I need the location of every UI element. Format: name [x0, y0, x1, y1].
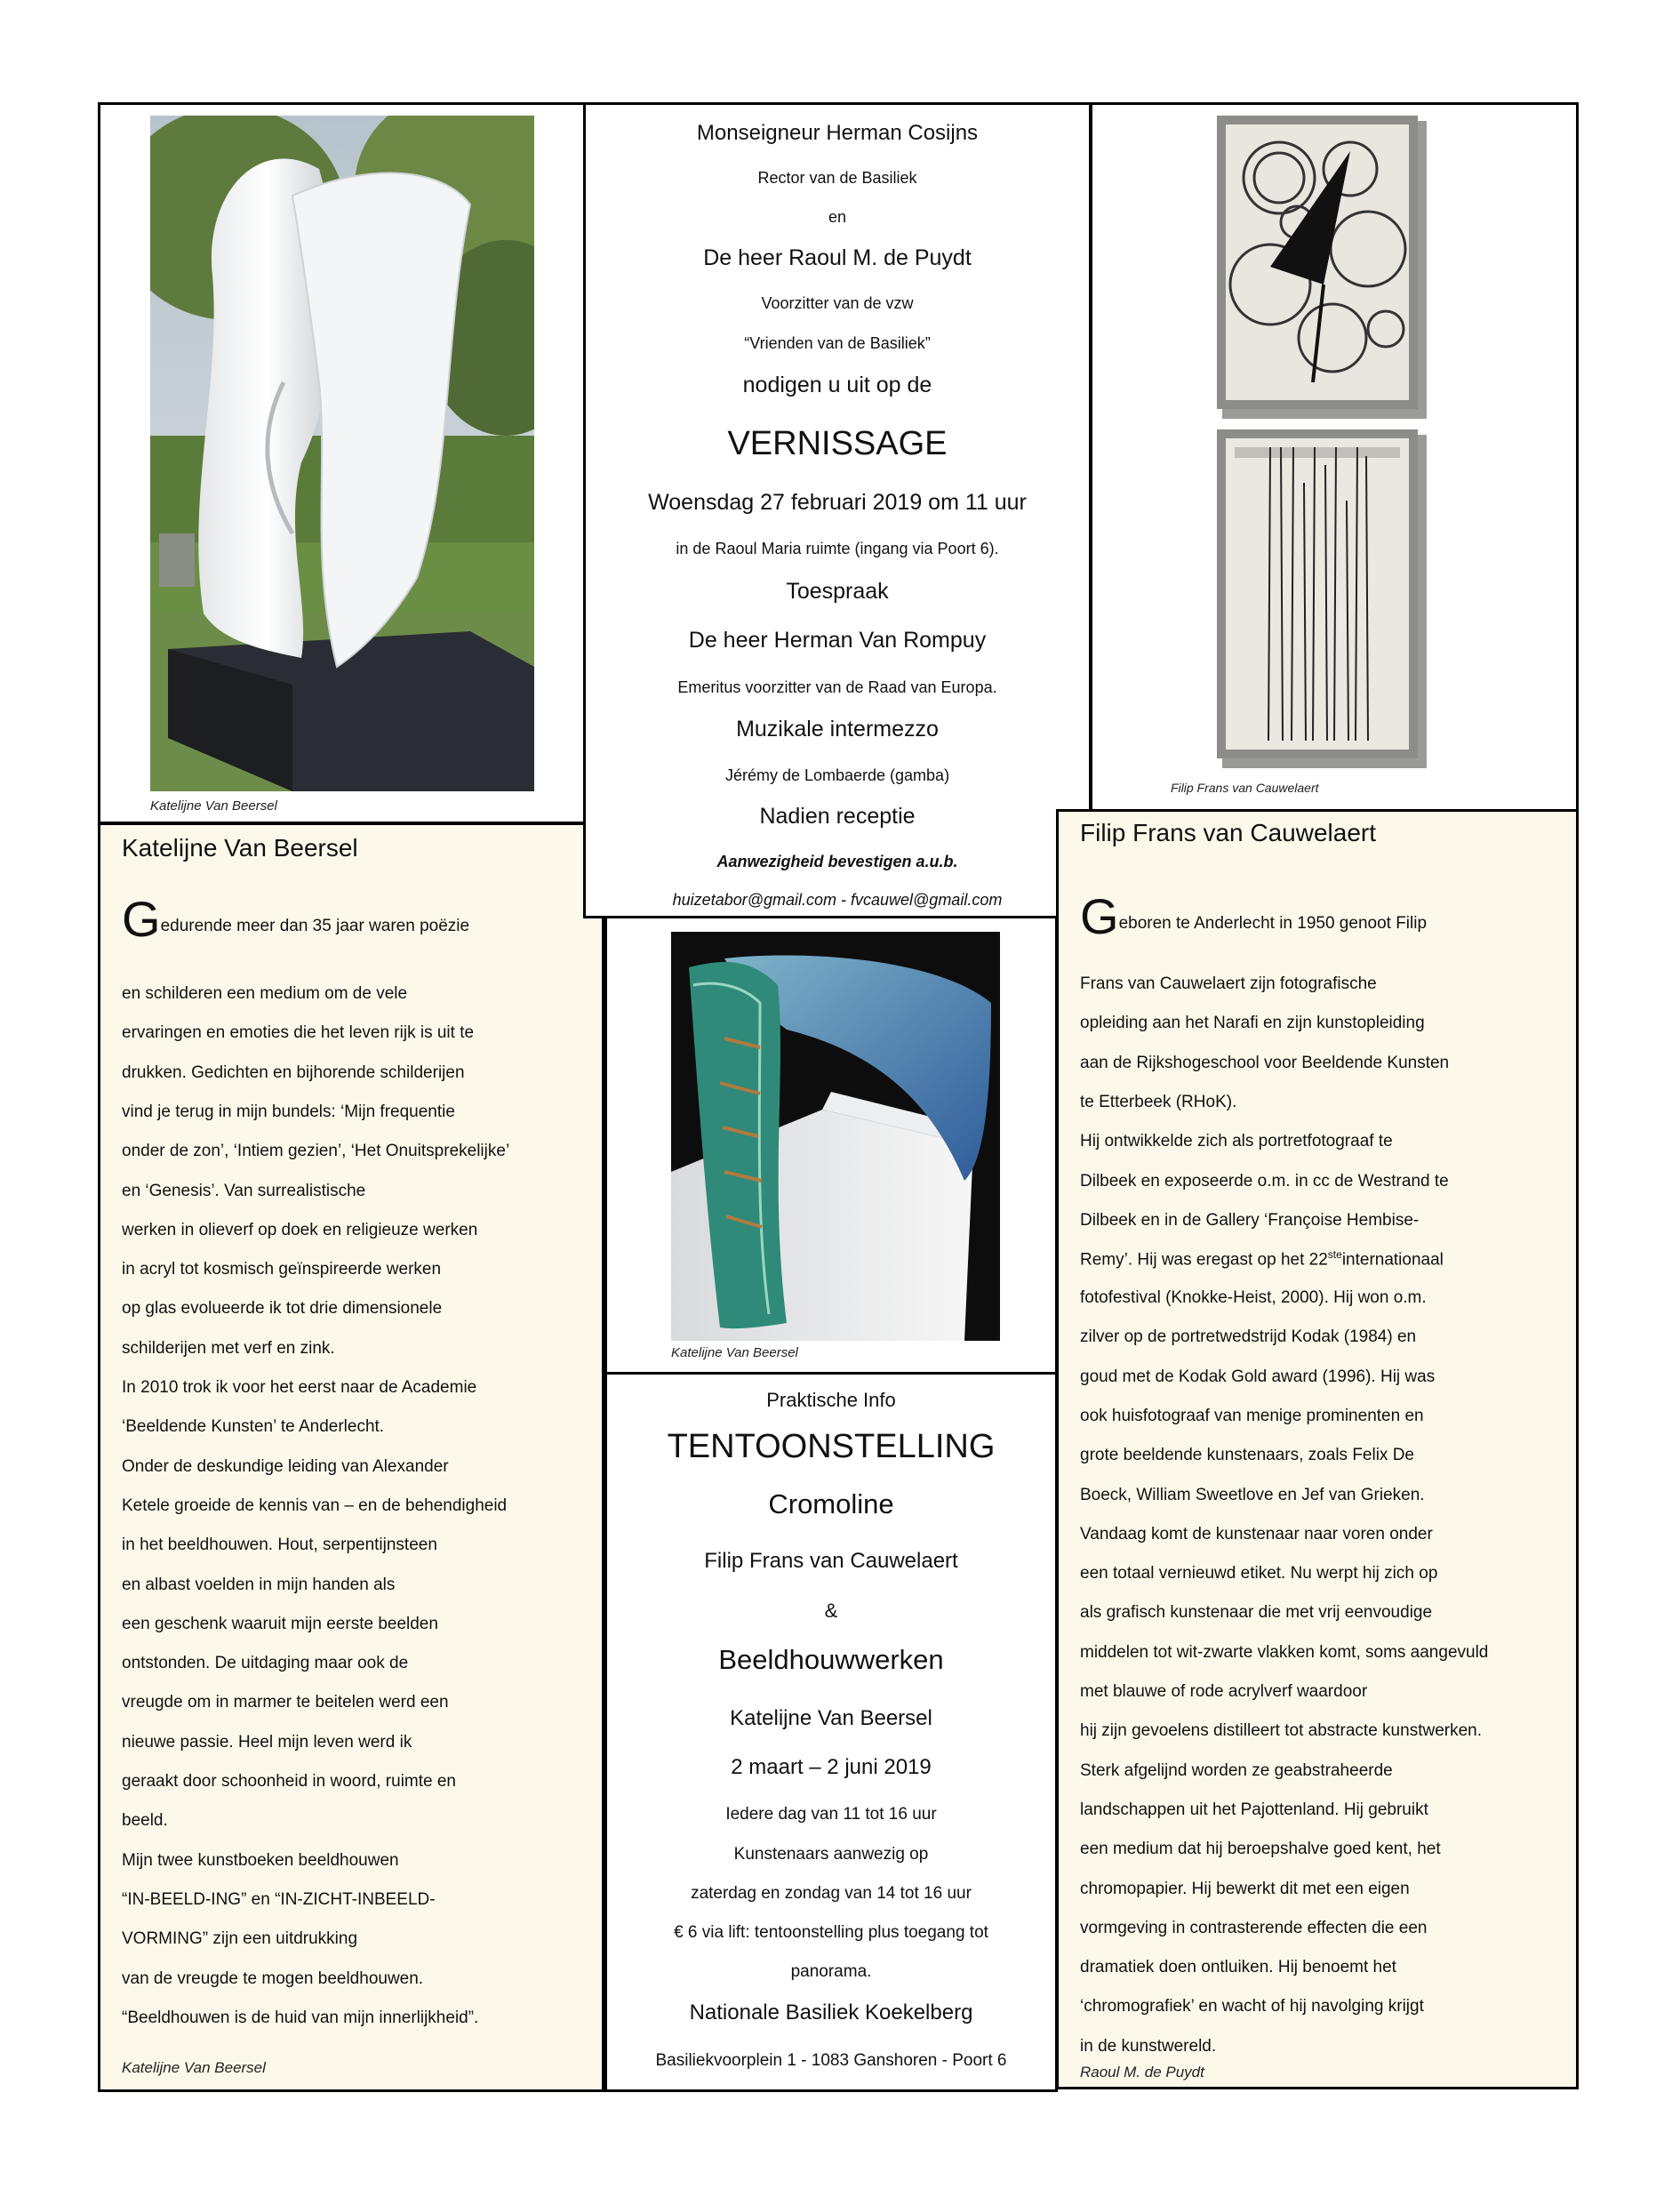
sup-line-before: Remy’. Hij was eregast op het 22 [1080, 1250, 1328, 1270]
bio-line: opleiding aan het Narafi en zijn kunstopleiding [1080, 1014, 1425, 1033]
bio-line: ervaringen en emoties die het leven rijk is uit te [122, 1023, 475, 1043]
event-location: in de Raoul Maria ruimte (ingang via Poort 6). [676, 540, 999, 557]
artist1-name: Filip Frans van Cauwelaert [704, 1549, 958, 1573]
bio-line: ontstonden. De uitdaging maar ook de [122, 1654, 409, 1673]
bio-line: aan de Rijkshogeschool voor Beeldende Kunsten [1080, 1053, 1450, 1072]
bio-first-line-rest-left: edurende meer dan 35 jaar waren poëzie [160, 917, 470, 935]
bio-line: een medium dat hij beroepshalve goed kent, het [1080, 1840, 1441, 1859]
bio-line: in het beeldhouwen. Hout, serpentijnsteen [122, 1535, 437, 1555]
venue-address: Basiliekvoorplein 1 - 1083 Ganshoren - Poort 6 [655, 2051, 1007, 2070]
practical-heading: Praktische Info [766, 1389, 896, 1411]
bio-line: met blauwe of rode acrylverf waardoor [1080, 1682, 1368, 1701]
bio-line: een totaal vernieuwd etiket. Nu werpt hij zich op [1080, 1564, 1438, 1584]
bio-line: te Etterbeek (RHoK). [1080, 1092, 1237, 1111]
photo-caption-middle: Katelijne Van Beersel [671, 1345, 798, 1360]
price-line-2: panorama. [790, 1962, 872, 1981]
bio-line: grote beeldende kunstenaars, zoals Felix De [1080, 1446, 1415, 1465]
opening-hours: Iedere dag van 11 tot 16 uur [725, 1805, 937, 1824]
bio-line: dramatiek doen ontluiken. Hij benoemt het [1080, 1958, 1396, 1977]
invite-text: nodigen u uit op de [742, 373, 932, 397]
host1-role: Rector van de Basiliek [757, 169, 917, 187]
bio-line: Boeck, William Sweetlove en Jef van Grieken. [1080, 1485, 1425, 1504]
bio-first-line-rest-right: eboren te Anderlecht in 1950 genoot Filip [1118, 914, 1428, 933]
rsvp-text: Aanwezigheid bevestigen a.u.b. [716, 853, 958, 870]
bio-line: nieuwe passie. Heel mijn leven werd ik [122, 1732, 412, 1752]
bio-line: werken in olieverf op doek en religieuze werken [122, 1220, 478, 1239]
bio-line: onder de zon’, ‘Intiem gezien’, ‘Het Onuitsprekelijke’ [122, 1142, 510, 1161]
bio-line: Hij ontwikkelde zich als portretfotograaf te [1080, 1132, 1393, 1151]
artwork-photo-box [1090, 102, 1579, 818]
artists-present-2: zaterdag en zondag van 14 tot 16 uur [691, 1884, 972, 1903]
bio-line: Vandaag komt de kunstenaar naar voren onder [1080, 1524, 1433, 1544]
sculpture-photo-box [98, 102, 587, 824]
speaker-name: De heer Herman Van Rompuy [688, 628, 987, 653]
bio-line: goud met de Kodak Gold award (1996). Hij was [1080, 1367, 1436, 1386]
bio-line: chromopapier. Hij bewerkt dit met een eigen [1080, 1879, 1410, 1898]
bio-line: op glas evolueerde ik tot drie dimensionele [122, 1299, 443, 1319]
practical-info-box [604, 1372, 1058, 2092]
dropcap-right: G [1080, 888, 1119, 944]
bio-line: landschappen uit het Pajottenland. Hij gebruikt [1080, 1800, 1428, 1819]
bio-line: VORMING” zijn een uitdrukking [122, 1929, 358, 1949]
bio-title-left: Katelijne Van Beersel [122, 834, 358, 862]
bio-line: in acryl tot kosmisch geïnspireerde werken [122, 1260, 442, 1279]
bio-line: in de kunstwereld. [1080, 2036, 1217, 2056]
bio-line: hij zijn gevoelens distilleert tot abstracte kunstwerken. [1080, 1721, 1483, 1741]
bio-line: als grafisch kunstenaar die met vrij eenvoudige [1080, 1603, 1433, 1623]
price-line-1: € 6 via lift: tentoonstelling plus toegang tot [674, 1923, 988, 1942]
sup-text: ste [1327, 1248, 1342, 1261]
bio-first-line-right [1080, 888, 1428, 944]
bio-line: beeld. [122, 1811, 168, 1831]
bio-line: zilver op de portretwedstrijd Kodak (1984) en [1080, 1327, 1417, 1347]
speech-title: Toespraak [786, 579, 889, 604]
bio-line: ‘chromografiek’ en wacht of hij navolging krijgt [1080, 1997, 1424, 2017]
bio-line: “Beeldhouwen is de huid van mijn innerlijkheid”. [122, 2008, 479, 2027]
bio-line: Onder de deskundige leiding van Alexander [122, 1456, 449, 1476]
exhibition-subtitle-2: Beeldhouwwerken [718, 1644, 944, 1675]
ampersand: & [824, 1600, 838, 1622]
host1-name: Monseigneur Herman Cosijns [696, 121, 979, 145]
bio-line: vreugde om in marmer te beitelen werd een [122, 1693, 449, 1712]
signature-right: Raoul M. de Puydt [1080, 2064, 1204, 2081]
bio-line: Dilbeek en in de Gallery ‘Françoise Hembise- [1080, 1210, 1420, 1230]
artist2-name: Katelijne Van Beersel [730, 1706, 932, 1730]
katelijne-bio-box [98, 822, 604, 2092]
bio-line: Dilbeek en exposeerde o.m. in cc de Westrand te [1080, 1171, 1449, 1191]
bio-first-line-left [122, 891, 470, 947]
bio-line: middelen tot wit-zwarte vlakken komt, soms aangevuld [1080, 1642, 1489, 1662]
bio-line: schilderijen met verf en zink. [122, 1338, 335, 1358]
musician: Jérémy de Lombaerde (gamba) [724, 766, 950, 784]
bio-line: een geschenk waaruit mijn eerste beelden [122, 1614, 438, 1633]
framed-lines-artwork [1217, 429, 1430, 772]
contact-emails[interactable]: huizetabor@gmail.com - fvcauwel@gmail.com [672, 891, 1003, 909]
bio-line: “IN-BEELD-ING” en “IN-ZICHT-INBEELD- [122, 1889, 436, 1909]
photo-caption-left: Katelijne Van Beersel [150, 798, 277, 814]
bio-line: van de vreugde te mogen beeldhouwen. [122, 1968, 424, 1988]
bio-line: en schilderen een medium om de vele [122, 984, 408, 1003]
bio-line: vind je terug in mijn bundels: ‘Mijn frequentie [122, 1102, 455, 1121]
bio-line: In 2010 trok ik voor het eerst naar de Academie [122, 1378, 477, 1397]
filip-bio-box [1056, 809, 1579, 2089]
invitation-box [583, 102, 1092, 918]
bio-line: en albast voelden in mijn handen als [122, 1575, 396, 1594]
bio-line: geraakt door schoonheid in woord, ruimte en [122, 1772, 457, 1791]
dropcap-left: G [122, 891, 161, 947]
white-marble-sculpture-photo [150, 116, 534, 791]
exhibition-subtitle: Cromoline [768, 1488, 894, 1519]
framed-circles-artwork [1217, 116, 1430, 422]
bio-line: drukken. Gedichten en bijhorende schilderijen [122, 1062, 465, 1082]
and-text: en [828, 208, 847, 226]
middle-photo-box [604, 916, 1058, 1375]
bio-line: Frans van Cauwelaert zijn fotografische [1080, 974, 1377, 993]
exhibition-dates: 2 maart – 2 juni 2019 [731, 1755, 932, 1779]
artists-present-1: Kunstenaars aanwezig op [733, 1845, 929, 1864]
bio-line: en ‘Genesis’. Van surrealistische [122, 1181, 366, 1200]
bio-line: ook huisfotograaf van menige prominenten en [1080, 1406, 1424, 1425]
venue-name: Nationale Basiliek Koekelberg [689, 2001, 973, 2025]
music-title: Muzikale intermezzo [736, 717, 939, 742]
speaker-role: Emeritus voorzitter van de Raad van Europa. [677, 678, 997, 696]
bio-line: Mijn twee kunstboeken beeldhouwen [122, 1850, 399, 1870]
bio-line: ‘Beeldende Kunsten’ te Anderlecht. [122, 1417, 385, 1437]
reception: Nadien receptie [759, 804, 916, 829]
exhibition-title: TENTOONSTELLING [667, 1428, 996, 1465]
event-date: Woensdag 27 februari 2019 om 11 uur [648, 490, 1027, 515]
bio-title-right: Filip Frans van Cauwelaert [1080, 819, 1377, 846]
blue-sculpture-photo [671, 932, 1000, 1341]
host2-role-2: “Vrienden van de Basiliek” [744, 334, 931, 352]
photo-caption-right: Filip Frans van Cauwelaert [1171, 781, 1319, 795]
bio-line-superscript [1080, 1249, 1444, 1268]
signature-left: Katelijne Van Beersel [122, 2059, 266, 2076]
bio-line: Sterk afgelijnd worden ze geabstraheerde [1080, 1760, 1393, 1780]
bio-line: vormgeving in contrasterende effecten die een [1080, 1918, 1428, 1937]
bio-line: fotofestival (Knokke-Heist, 2000). Hij won o.m. [1080, 1288, 1427, 1307]
host2-name: De heer Raoul M. de Puydt [703, 245, 972, 270]
bio-line: Ketele groeide de kennis van – en de behendigheid [122, 1495, 508, 1515]
sup-line-after: internationaal [1341, 1250, 1444, 1270]
event-title: VERNISSAGE [727, 425, 948, 462]
host2-role-1: Voorzitter van de vzw [761, 294, 914, 312]
